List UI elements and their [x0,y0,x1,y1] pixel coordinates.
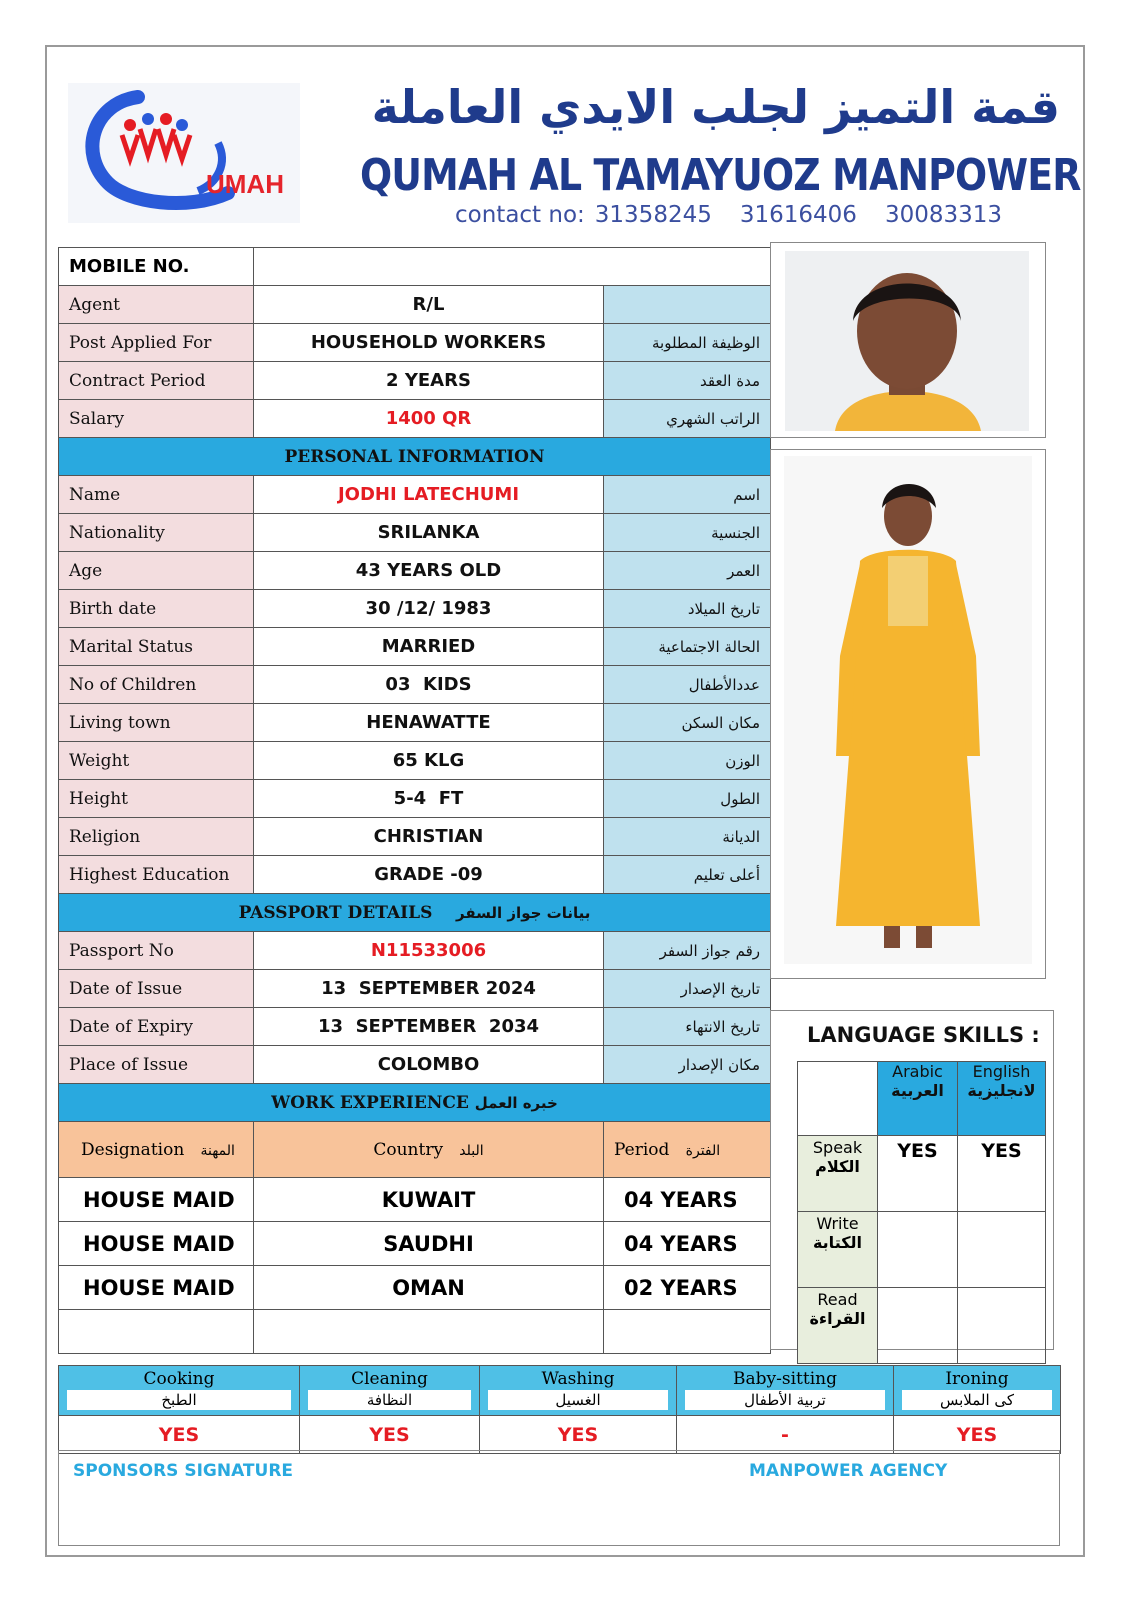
write-arabic-value [878,1212,958,1288]
work-designation: HOUSE MAID [59,1222,254,1266]
work-heading-ar: خبره العمل [474,1093,558,1112]
issue-date-label: Date of Issue [59,970,254,1008]
speak-arabic-value: YES [878,1136,958,1212]
post-label: Post Applied For [59,324,254,362]
issue-date-ar: تاريخ الإصدار [604,970,771,1008]
children-ar: عددالأطفال [604,666,771,704]
write-english-value [958,1212,1046,1288]
passport-heading [59,894,771,932]
height-label: Height [59,780,254,818]
manpower-agency-label: MANPOWER AGENCY [749,1461,948,1481]
read-row-header: Read القراءة [798,1288,878,1364]
expiry-date-ar: تاريخ الانتهاء [604,1008,771,1046]
work-row [59,1178,771,1222]
work-row [59,1266,771,1310]
speak-english-value: YES [958,1136,1046,1212]
work-country: OMAN [254,1266,604,1310]
work-period: 02 YEARS [604,1266,771,1310]
birthdate-ar: تاريخ الميلاد [604,590,771,628]
info-row [59,704,771,742]
skill-ironing-value: YES [894,1416,1061,1454]
post-ar: الوظيفة المطلوبة [604,324,771,362]
read-arabic-value [878,1288,958,1364]
name-label: Name [59,476,254,514]
age-ar: العمر [604,552,771,590]
sponsor-signature-label: SPONSORS SIGNATURE [73,1461,294,1481]
passport-no-value: N11533006 [254,932,604,970]
education-label: Highest Education [59,856,254,894]
portrait-photo [785,251,1029,431]
contact-number: 31358245 [594,202,712,228]
skill-babysitting-header: Baby-sitting تربية الأطفال [677,1366,894,1416]
skill-cleaning-value: YES [300,1416,480,1454]
salary-label: Salary [59,400,254,438]
marital-ar: الحالة الاجتماعية [604,628,771,666]
children-value: 03 KIDS [254,666,604,704]
marital-value: MARRIED [254,628,604,666]
english-column-header: English لانجليزية [958,1062,1046,1136]
skill-babysitting-value: - [677,1416,894,1454]
work-period: 04 YEARS [604,1222,771,1266]
info-row [59,818,771,856]
skills-table [58,1365,1060,1454]
nationality-label: Nationality [59,514,254,552]
skill-washing-value: YES [480,1416,677,1454]
info-row [59,1046,771,1084]
contact-label: contact no: [455,202,585,228]
info-row [59,932,771,970]
salary-ar: الراتب الشهري [604,400,771,438]
religion-label: Religion [59,818,254,856]
mobile-value [254,248,771,286]
contract-ar: مدة العقد [604,362,771,400]
logo-text: UMAH [206,169,284,199]
agent-ar [604,286,771,324]
children-label: No of Children [59,666,254,704]
town-value: HENAWATTE [254,704,604,742]
weight-label: Weight [59,742,254,780]
company-title-english: QUMAH AL TAMAYUOZ MANPOWER [360,150,1081,201]
info-row [59,780,771,818]
mobile-row [59,248,771,286]
info-row [59,324,771,362]
cv-main-table [58,247,770,1354]
designation-header: Designation المهنة [59,1122,254,1178]
info-row [59,590,771,628]
info-row [59,400,771,438]
age-value: 43 YEARS OLD [254,552,604,590]
read-english-value [958,1288,1046,1364]
info-row [59,476,771,514]
full-length-photo-frame [770,449,1046,979]
work-period [604,1310,771,1354]
passport-heading-ar: بيانات جواز السفر [456,903,591,922]
work-heading-en: WORK EXPERIENCE [271,1092,469,1113]
info-row [59,514,771,552]
mobile-label: MOBILE NO. [59,248,254,286]
agent-label: Agent [59,286,254,324]
info-row [59,742,771,780]
contact-line [455,202,1030,228]
nationality-value: SRILANKA [254,514,604,552]
nationality-ar: الجنسية [604,514,771,552]
passport-no-ar: رقم جواز السفر [604,932,771,970]
arabic-column-header: Arabic العربية [878,1062,958,1136]
signature-box [58,1450,1060,1546]
language-skills-title: LANGUAGE SKILLS : [807,1023,1040,1047]
skill-cooking-header: Cooking الطبخ [59,1366,300,1416]
work-designation [59,1310,254,1354]
country-header: Country البلد [254,1122,604,1178]
info-row [59,552,771,590]
name-ar: اسم [604,476,771,514]
speak-row-header: Speak الكلام [798,1136,878,1212]
contact-number: 30083313 [884,202,1003,228]
education-ar: أعلى تعليم [604,856,771,894]
info-row [59,666,771,704]
post-value: HOUSEHOLD WORKERS [254,324,604,362]
issue-place-value: COLOMBO [254,1046,604,1084]
passport-no-label: Passport No [59,932,254,970]
skill-ironing-header: Ironing كى الملابس [894,1366,1061,1416]
passport-heading-en: PASSPORT DETAILS [238,902,433,923]
skill-cooking-value: YES [59,1416,300,1454]
skill-washing-header: Washing الغسيل [480,1366,677,1416]
language-corner-cell [798,1062,878,1136]
work-heading [59,1084,771,1122]
info-row [59,856,771,894]
issue-place-label: Place of Issue [59,1046,254,1084]
height-ar: الطول [604,780,771,818]
work-row [59,1222,771,1266]
work-period: 04 YEARS [604,1178,771,1222]
town-label: Living town [59,704,254,742]
town-ar: مكان السكن [604,704,771,742]
age-label: Age [59,552,254,590]
weight-ar: الوزن [604,742,771,780]
birthdate-label: Birth date [59,590,254,628]
issue-place-ar: مكان الإصدار [604,1046,771,1084]
weight-value: 65 KLG [254,742,604,780]
work-designation: HOUSE MAID [59,1178,254,1222]
religion-ar: الديانة [604,818,771,856]
work-header-row [59,1122,771,1178]
issue-date-value: 13 SEPTEMBER 2024 [254,970,604,1008]
work-country [254,1310,604,1354]
salary-value: 1400 QR [254,400,604,438]
work-country: KUWAIT [254,1178,604,1222]
name-value: JODHI LATECHUMI [254,476,604,514]
work-designation: HOUSE MAID [59,1266,254,1310]
language-skills-panel [770,1010,1054,1350]
agent-value: R/L [254,286,604,324]
portrait-photo-frame [770,242,1046,438]
expiry-date-label: Date of Expiry [59,1008,254,1046]
contact-number: 31616406 [739,202,857,228]
contract-value: 2 YEARS [254,362,604,400]
info-row [59,362,771,400]
company-logo [68,83,300,223]
work-country: SAUDHI [254,1222,604,1266]
personal-info-heading: PERSONAL INFORMATION [59,438,771,476]
marital-label: Marital Status [59,628,254,666]
height-value: 5-4 FT [254,780,604,818]
work-row [59,1310,771,1354]
religion-value: CHRISTIAN [254,818,604,856]
write-row-header: Write الكتابة [798,1212,878,1288]
info-row [59,970,771,1008]
info-row [59,1008,771,1046]
education-value: GRADE -09 [254,856,604,894]
birthdate-value: 30 /12/ 1983 [254,590,604,628]
info-row [59,286,771,324]
company-title-arabic: قمة التميز لجلب الايدي العاملة [371,80,1060,134]
full-length-photo [784,456,1032,964]
expiry-date-value: 13 SEPTEMBER 2034 [254,1008,604,1046]
contract-label: Contract Period [59,362,254,400]
period-header: Period الفترة [604,1122,771,1178]
info-row [59,628,771,666]
skill-cleaning-header: Cleaning النظافة [300,1366,480,1416]
